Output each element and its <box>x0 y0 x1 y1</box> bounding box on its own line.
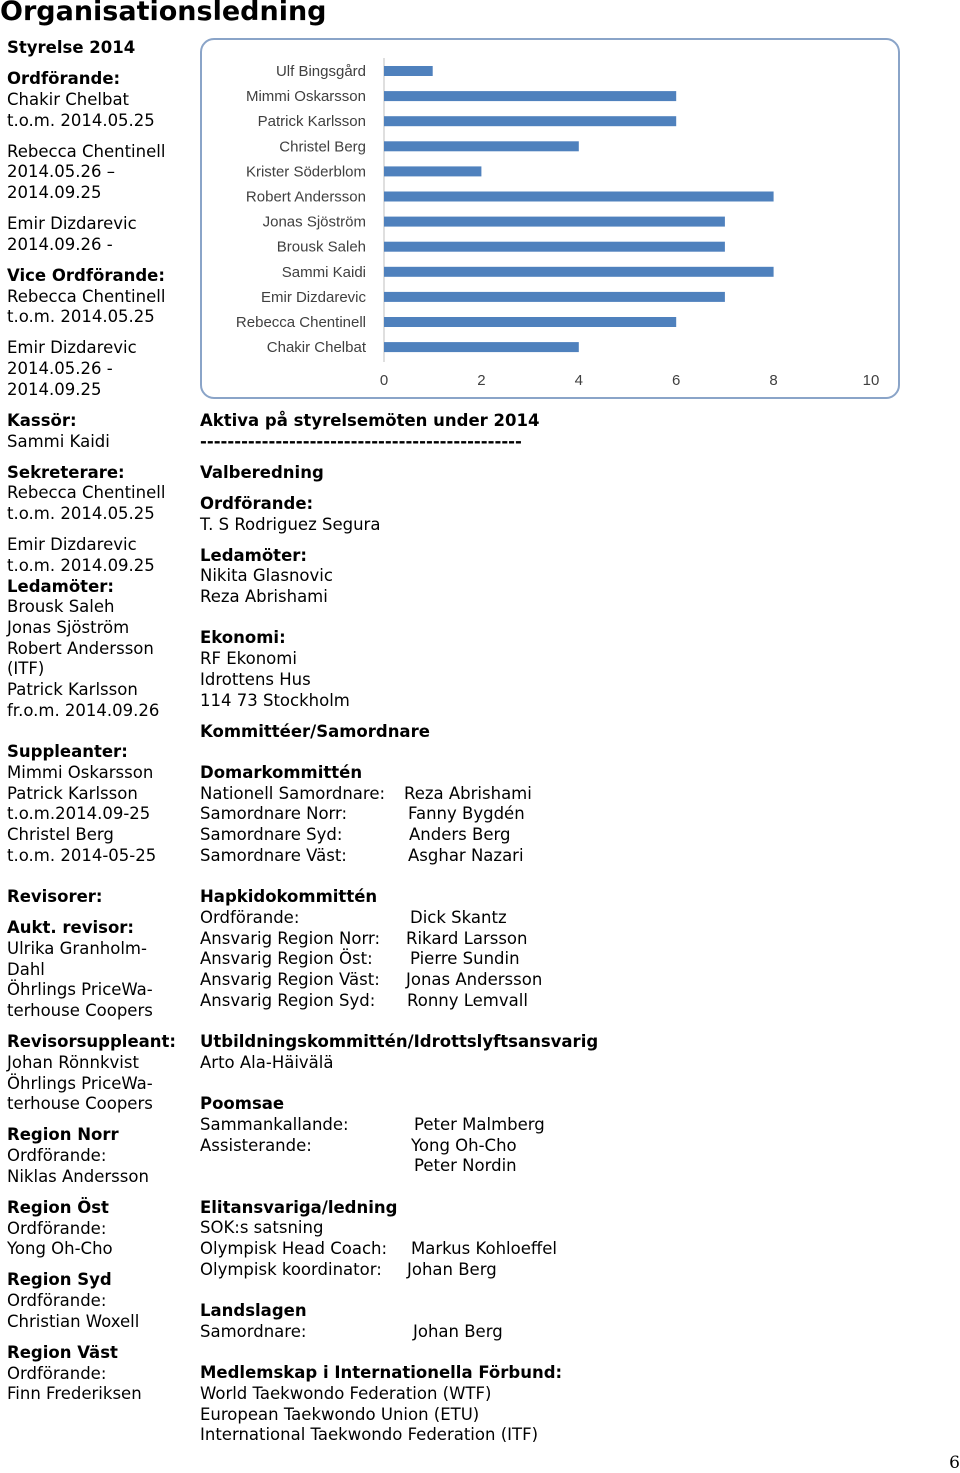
text-line: (ITF) <box>7 659 45 679</box>
x-tick-label: 4 <box>574 372 583 389</box>
spacer <box>7 1115 193 1125</box>
spacer <box>7 452 193 462</box>
role-label: Ansvarig Region Öst: <box>200 949 373 969</box>
section-heading: Ekonomi: <box>200 628 286 648</box>
section-heading: Ledamöter: <box>200 545 307 565</box>
x-tick-label: 10 <box>862 372 880 389</box>
bar <box>384 66 433 76</box>
section-heading: Aktiva på styrelsemöten under 2014 <box>200 411 540 430</box>
key-value-row <box>200 1260 940 1281</box>
spacer <box>200 1012 940 1033</box>
spacer <box>7 1187 193 1197</box>
key-value-row <box>200 804 940 825</box>
key-value-row <box>200 1156 940 1177</box>
x-tick-label: 8 <box>769 372 778 389</box>
spacer <box>200 711 940 721</box>
text-line: Nikita Glasnovic <box>200 566 333 586</box>
key-value-row <box>200 1115 940 1136</box>
text-line: fr.o.m. 2014.09.26 <box>7 700 160 720</box>
text-line: Christel Berg <box>7 825 114 845</box>
key-value-row <box>200 929 940 950</box>
bar <box>384 217 725 227</box>
key-value-row <box>200 991 940 1012</box>
category-label: Christel Berg <box>279 138 366 156</box>
person-name: Johan Berg <box>407 1259 497 1279</box>
spacer <box>200 484 940 494</box>
person-name: Markus Kohloeffel <box>411 1239 557 1259</box>
role-label: Samordnare Väst: <box>200 845 347 865</box>
section-heading: Ledamöter: <box>7 576 114 596</box>
text-line: t.o.m. 2014.05.25 <box>7 504 155 524</box>
text-line: Niklas Andersson <box>7 1166 149 1186</box>
key-value-row <box>200 825 940 846</box>
text-line: Reza Abrishami <box>200 587 328 607</box>
role-label: Samordnare Norr: <box>200 804 348 824</box>
text-line: Rebecca Chentinell <box>7 141 166 161</box>
spacer <box>200 867 940 888</box>
bar <box>384 267 774 277</box>
bar <box>384 242 725 252</box>
text-line: t.o.m. 2014.09.25 <box>7 555 155 575</box>
text-line: Sammi Kaidi <box>7 431 110 451</box>
attendance-chart <box>200 38 900 399</box>
text-line: Emir Dizdarevic <box>7 214 137 234</box>
spacer <box>200 608 940 629</box>
x-tick-label: 6 <box>672 372 681 389</box>
category-label: Robert Andersson <box>245 188 366 206</box>
board-list-column <box>7 38 193 1405</box>
key-value-row <box>200 846 940 867</box>
bar <box>384 91 676 101</box>
category-label: Rebecca Chentinell <box>235 314 366 331</box>
spacer <box>200 1281 940 1302</box>
category-label: Patrick Karlsson <box>257 113 366 131</box>
text-line: Dahl <box>7 959 45 979</box>
text-line: t.o.m. 2014.05.25 <box>7 110 155 130</box>
text-line: Idrottens Hus <box>200 669 311 689</box>
spacer <box>200 535 940 545</box>
person-name: Peter Malmberg <box>414 1114 545 1134</box>
spacer <box>7 204 193 214</box>
text-line: t.o.m. 2014-05-25 <box>7 845 157 865</box>
category-label: Mimmi Oskarsson <box>245 88 366 106</box>
text-line: International Taekwondo Federation (ITF) <box>200 1425 539 1445</box>
text-line: Ordförande: <box>7 1218 107 1238</box>
section-heading: Hapkidokommittén <box>200 887 378 907</box>
x-tick-label: 0 <box>379 372 389 389</box>
section-heading: Landslagen <box>200 1301 307 1321</box>
section-heading: Medlemskap i Internationella Förbund: <box>200 1363 563 1383</box>
text-line: 2014.09.25 <box>7 183 102 202</box>
text-line: Rebecca Chentinell <box>7 286 166 306</box>
section-heading: Ordförande: <box>200 493 314 513</box>
role-label <box>200 1156 414 1177</box>
text-line: Öhrlings PriceWa- <box>7 980 153 1000</box>
text-line: t.o.m. 2014.05.25 <box>7 307 155 327</box>
section-heading: Kommittéer/Samordnare <box>200 721 430 741</box>
category-label: Ulf Bingsgård <box>275 63 366 80</box>
spacer <box>7 1332 193 1342</box>
spacer <box>200 452 940 462</box>
text-line: Öhrlings PriceWa- <box>7 1073 153 1093</box>
spacer <box>200 742 940 763</box>
text-line: Finn Frederiksen <box>7 1384 142 1404</box>
person-name: Ronny Lemvall <box>407 990 528 1010</box>
text-line: Ulrika Granholm- <box>7 938 147 958</box>
person-name: Peter Nordin <box>414 1156 517 1176</box>
section-heading: Region Norr <box>7 1125 119 1145</box>
text-line: SOK:s satsning <box>200 1218 324 1238</box>
person-name: Johan Berg <box>413 1321 503 1341</box>
role-label: Ansvarig Region Norr: <box>200 928 381 948</box>
text-line: Johan Rönnkvist <box>7 1052 139 1072</box>
section-heading: Vice Ordförande: <box>7 265 165 285</box>
text-line: Ordförande: <box>7 1146 107 1166</box>
key-value-row <box>200 908 940 929</box>
text-line: Mimmi Oskarsson <box>7 762 154 782</box>
role-label: Samordnare: <box>200 1321 307 1341</box>
page-number: 6 <box>949 1453 960 1473</box>
spacer <box>7 328 193 338</box>
person-name: Jonas Andersson <box>406 970 543 990</box>
spacer <box>7 866 193 887</box>
bar <box>384 166 481 176</box>
category-label: Emir Dizdarevic <box>260 288 366 306</box>
text-line: T. S Rodriguez Segura <box>200 514 381 534</box>
category-label: Jonas Sjöström <box>262 213 366 231</box>
text-line: 2014.05.26 – <box>7 162 115 182</box>
role-label: Olympisk Head Coach: <box>200 1239 388 1259</box>
section-heading: ----------------------------------------------- <box>200 431 522 451</box>
text-line: Emir Dizdarevic <box>7 535 137 555</box>
section-heading: Suppleanter: <box>7 742 128 762</box>
key-value-row <box>200 1136 940 1157</box>
text-line: 2014.09.25 <box>7 379 102 399</box>
bar <box>384 317 676 327</box>
section-heading: Kassör: <box>7 410 77 430</box>
text-line: Emir Dizdarevic <box>7 338 137 358</box>
text-line: Ordförande: <box>7 1363 107 1383</box>
text-line: Arto Ala-Häivälä <box>200 1052 334 1072</box>
spacer <box>7 59 193 69</box>
text-line: Robert Andersson <box>7 638 154 658</box>
category-label: Brousk Saleh <box>276 238 366 256</box>
section-heading: Sekreterare: <box>7 462 125 482</box>
page-title: Organisationsledning <box>0 0 327 27</box>
key-value-row <box>200 1322 940 1343</box>
role-label: Ansvarig Region Väst: <box>200 970 380 990</box>
attendance-bar-chart-svg <box>202 40 902 401</box>
text-line: Patrick Karlsson <box>7 680 138 700</box>
text-line: Yong Oh-Cho <box>7 1239 113 1259</box>
text-line: 114 73 Stockholm <box>200 690 350 710</box>
person-name: Rikard Larsson <box>406 928 528 948</box>
text-line: Brousk Saleh <box>7 597 115 617</box>
role-label: Samordnare Syd: <box>200 825 343 845</box>
person-name: Fanny Bygdén <box>408 804 525 824</box>
role-label: Ansvarig Region Syd: <box>200 990 376 1010</box>
section-heading: Region Väst <box>7 1342 118 1362</box>
text-line: Patrick Karlsson <box>7 783 138 803</box>
spacer <box>200 1177 940 1198</box>
spacer <box>7 131 193 141</box>
text-line: t.o.m.2014.09-25 <box>7 804 151 824</box>
category-label: Chakir Chelbat <box>266 339 366 357</box>
person-name: Yong Oh-Cho <box>411 1135 517 1155</box>
person-name: Asghar Nazari <box>408 845 524 865</box>
section-heading: Domarkommittén <box>200 763 363 783</box>
section-heading: Region Syd <box>7 1270 112 1290</box>
person-name: Anders Berg <box>409 825 511 845</box>
bar <box>384 192 774 202</box>
text-line: terhouse Coopers <box>7 1094 153 1114</box>
bar <box>384 141 579 151</box>
role-label: Sammankallande: <box>200 1114 349 1134</box>
text-line: terhouse Coopers <box>7 1001 153 1021</box>
role-label: Assisterande: <box>200 1135 312 1155</box>
section-heading: Valberedning <box>200 462 324 482</box>
section-heading: Ordförande: <box>7 69 121 89</box>
person-name: Reza Abrishami <box>404 783 532 803</box>
role-label: Olympisk koordinator: <box>200 1259 382 1279</box>
text-line: World Taekwondo Federation (WTF) <box>200 1384 492 1404</box>
spacer <box>7 908 193 918</box>
category-label: Sammi Kaidi <box>281 263 366 281</box>
bar <box>384 292 725 302</box>
category-label: Krister Söderblom <box>245 163 366 181</box>
spacer <box>7 1022 193 1032</box>
x-tick-label: 2 <box>477 372 486 389</box>
section-heading: Revisorsuppleant: <box>7 1032 177 1052</box>
text-line: 2014.09.26 - <box>7 234 113 254</box>
section-heading: Revisorer: <box>7 887 103 907</box>
bar <box>384 342 579 352</box>
section-heading: Poomsae <box>200 1094 285 1114</box>
spacer <box>7 525 193 535</box>
spacer <box>7 722 193 743</box>
committee-list-column <box>200 411 940 1446</box>
person-name: Pierre Sundin <box>410 949 520 969</box>
section-heading: Region Öst <box>7 1197 109 1217</box>
section-heading: Utbildningskommittén/Idrottslyftsansvarig <box>200 1032 599 1052</box>
key-value-row <box>200 784 940 805</box>
text-line: Rebecca Chentinell <box>7 483 166 503</box>
text-line: RF Ekonomi <box>200 649 297 669</box>
key-value-row <box>200 949 940 970</box>
text-line: 2014.05.26 - <box>7 359 113 379</box>
key-value-row <box>200 1239 940 1260</box>
text-line: Jonas Sjöström <box>7 618 130 637</box>
section-heading: Aukt. revisor: <box>7 918 135 938</box>
spacer <box>7 1260 193 1270</box>
section-heading: Styrelse 2014 <box>7 38 136 57</box>
spacer <box>7 256 193 266</box>
person-name: Dick Skantz <box>410 907 507 927</box>
text-line: European Taekwondo Union (ETU) <box>200 1404 480 1424</box>
key-value-row <box>200 970 940 991</box>
role-label: Nationell Samordnare: <box>200 783 386 803</box>
spacer <box>200 1343 940 1364</box>
text-line: Ordförande: <box>7 1291 107 1311</box>
bar <box>384 116 676 126</box>
text-line: Christian Woxell <box>7 1311 140 1331</box>
spacer <box>200 1074 940 1095</box>
role-label: Ordförande: <box>200 907 300 927</box>
text-line: Chakir Chelbat <box>7 89 130 109</box>
spacer <box>7 401 193 411</box>
section-heading: Elitansvariga/ledning <box>200 1197 398 1217</box>
